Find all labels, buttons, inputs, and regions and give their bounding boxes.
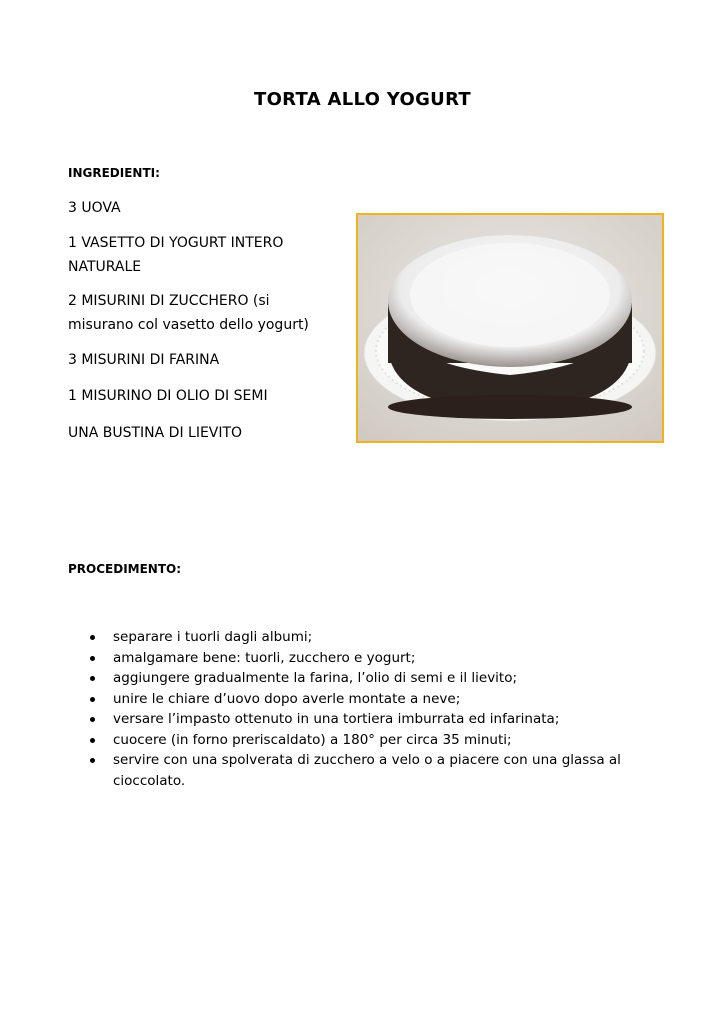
procedure-step: separare i tuorli dagli albumi; xyxy=(88,627,628,648)
ingredient-item: 3 MISURINI DI FARINA xyxy=(68,352,220,368)
ingredient-item: 1 MISURINO DI OLIO DI SEMI xyxy=(68,388,268,404)
procedure-step: versare l’impasto ottenuto in una tortiera imburrata ed infarinata; xyxy=(88,709,628,730)
cake-illustration xyxy=(358,215,662,441)
ingredient-item: 3 UOVA xyxy=(68,200,121,216)
cake-photo xyxy=(356,213,664,443)
procedure-step: aggiungere gradualmente la farina, l’olio di semi e il lievito; xyxy=(88,668,628,689)
ingredient-item: UNA BUSTINA DI LIEVITO xyxy=(68,425,243,441)
procedure-step: amalgamare bene: tuorli, zucchero e yogurt; xyxy=(88,648,628,669)
procedure-step: cuocere (in forno preriscaldato) a 180° per circa 35 minuti; xyxy=(88,730,628,751)
ingredient-item: 1 VASETTO DI YOGURT INTERO NATURALE xyxy=(68,235,284,275)
page-title: TORTA ALLO YOGURT xyxy=(253,89,472,110)
procedure-step: servire con una spolverata di zucchero a velo o a piacere con una glassa al cioccolato. xyxy=(88,750,628,791)
procedure-heading: PROCEDIMENTO: xyxy=(68,562,182,576)
procedure-step: unire le chiare d’uovo dopo averle montate a neve; xyxy=(88,689,628,710)
procedure-list xyxy=(88,627,628,791)
ingredients-heading: INGREDIENTI: xyxy=(68,166,160,180)
ingredient-item: 2 MISURINI DI ZUCCHERO (si misurano col vasetto dello yogurt) xyxy=(68,293,309,333)
